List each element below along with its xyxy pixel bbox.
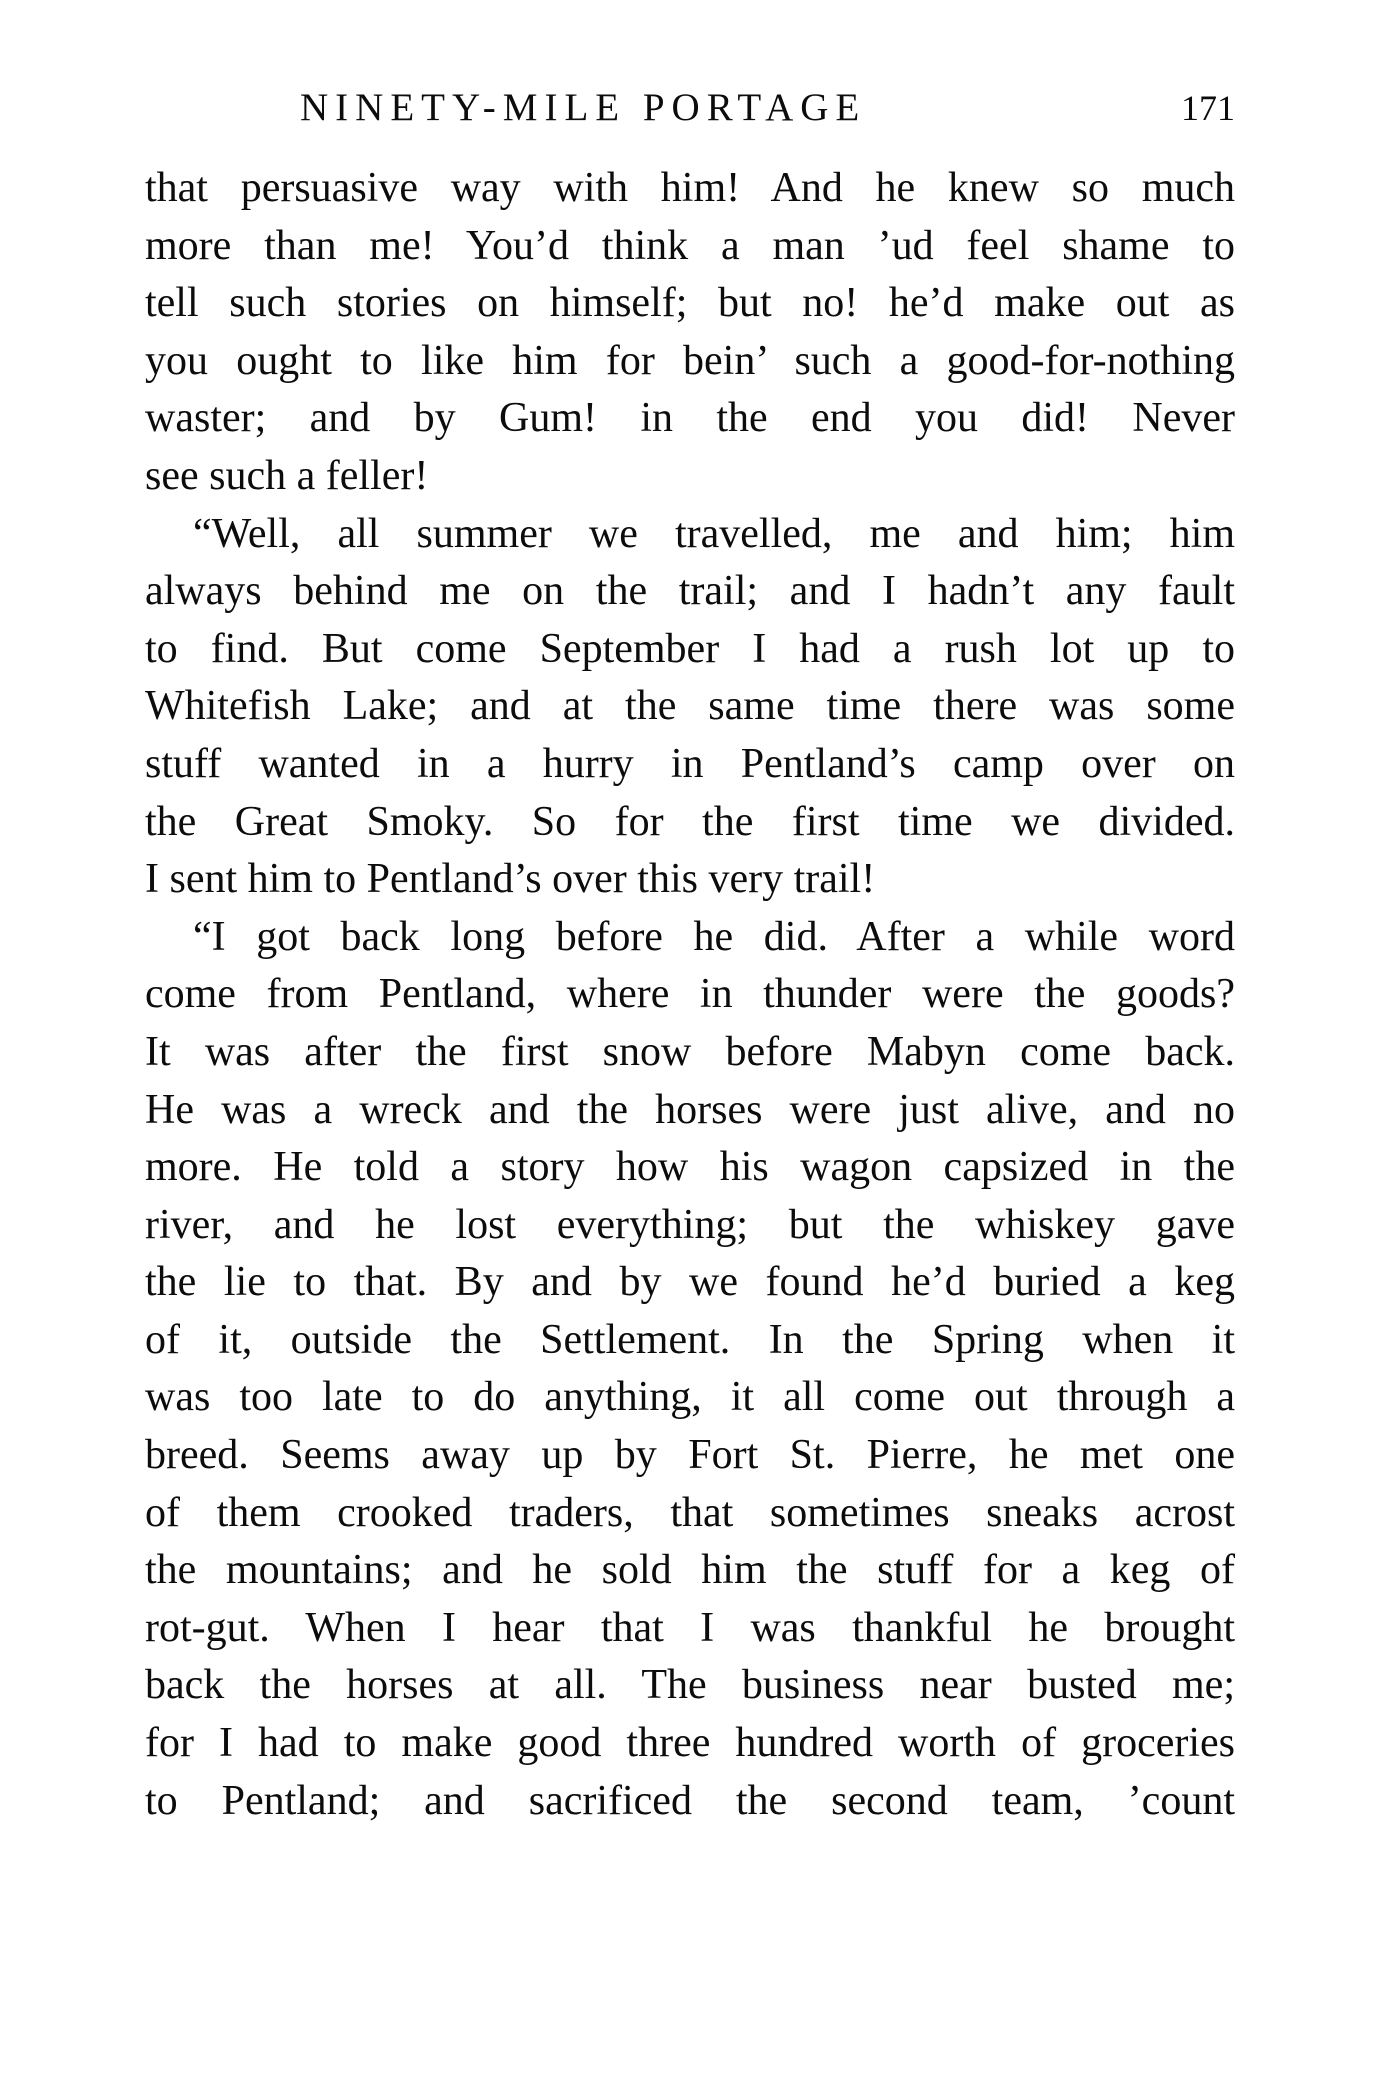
text-line: back the horses at all. The business near busted me; — [145, 1662, 1235, 1709]
text-line: breed. Seems away up by Fort St. Pierre, he met one — [145, 1432, 1235, 1479]
text-line: come from Pentland, where in thunder were the goods? — [145, 971, 1235, 1018]
paragraph-start-line: “I got back long before he did. After a while word — [193, 913, 1235, 960]
text-line: that persuasive way with him! And he knew so much — [145, 165, 1235, 211]
text-line: He was a wreck and the horses were just alive, and no — [145, 1086, 1235, 1133]
page-number: 171 — [1181, 88, 1235, 128]
text-line: the lie to that. By and by we found he’d buried a keg — [145, 1259, 1235, 1306]
text-line: more than me! You’d think a man ’ud feel shame to — [145, 222, 1235, 269]
text-line: you ought to like him for bein’ such a good-for-nothing — [145, 337, 1235, 384]
text-line: tell such stories on himself; but no! he’d make out as — [145, 280, 1235, 327]
text-line: Whitefish Lake; and at the same time there was some — [145, 683, 1235, 730]
text-line: always behind me on the trail; and I hadn’t any fault — [145, 568, 1235, 615]
text-line: I sent him to Pentland’s over this very trail! — [145, 856, 876, 903]
text-line: the mountains; and he sold him the stuff for a keg of — [145, 1547, 1235, 1594]
text-line: more. He told a story how his wagon capsized in the — [145, 1144, 1235, 1191]
text-line: of them crooked traders, that sometimes sneaks acrost — [145, 1489, 1235, 1536]
text-line: river, and he lost everything; but the whiskey gave — [145, 1201, 1235, 1248]
text-line: for I had to make good three hundred worth of groceries — [145, 1720, 1235, 1767]
text-line: see such a feller! — [145, 452, 429, 499]
running-head — [300, 78, 1235, 138]
text-line: was too late to do anything, it all come out through a — [145, 1374, 1235, 1421]
text-line: of it, outside the Settlement. In the Spring when it — [145, 1316, 1235, 1363]
paragraph-start-line: “Well, all summer we travelled, me and him; him — [193, 510, 1235, 557]
text-line: waster; and by Gum! in the end you did! Never — [145, 395, 1235, 442]
text-line: the Great Smoky. So for the first time we divided. — [145, 798, 1235, 845]
text-line: to Pentland; and sacrificed the second team, ’count — [145, 1777, 1235, 1824]
body-text — [145, 160, 1235, 1830]
running-title: NINETY-MILE PORTAGE — [300, 86, 867, 129]
text-line: stuff wanted in a hurry in Pentland’s camp over on — [145, 740, 1235, 787]
text-line: to find. But come September I had a rush lot up to — [145, 625, 1235, 672]
text-line: rot-gut. When I hear that I was thankful he brought — [145, 1604, 1235, 1651]
text-line: It was after the first snow before Mabyn come back. — [145, 1028, 1235, 1075]
